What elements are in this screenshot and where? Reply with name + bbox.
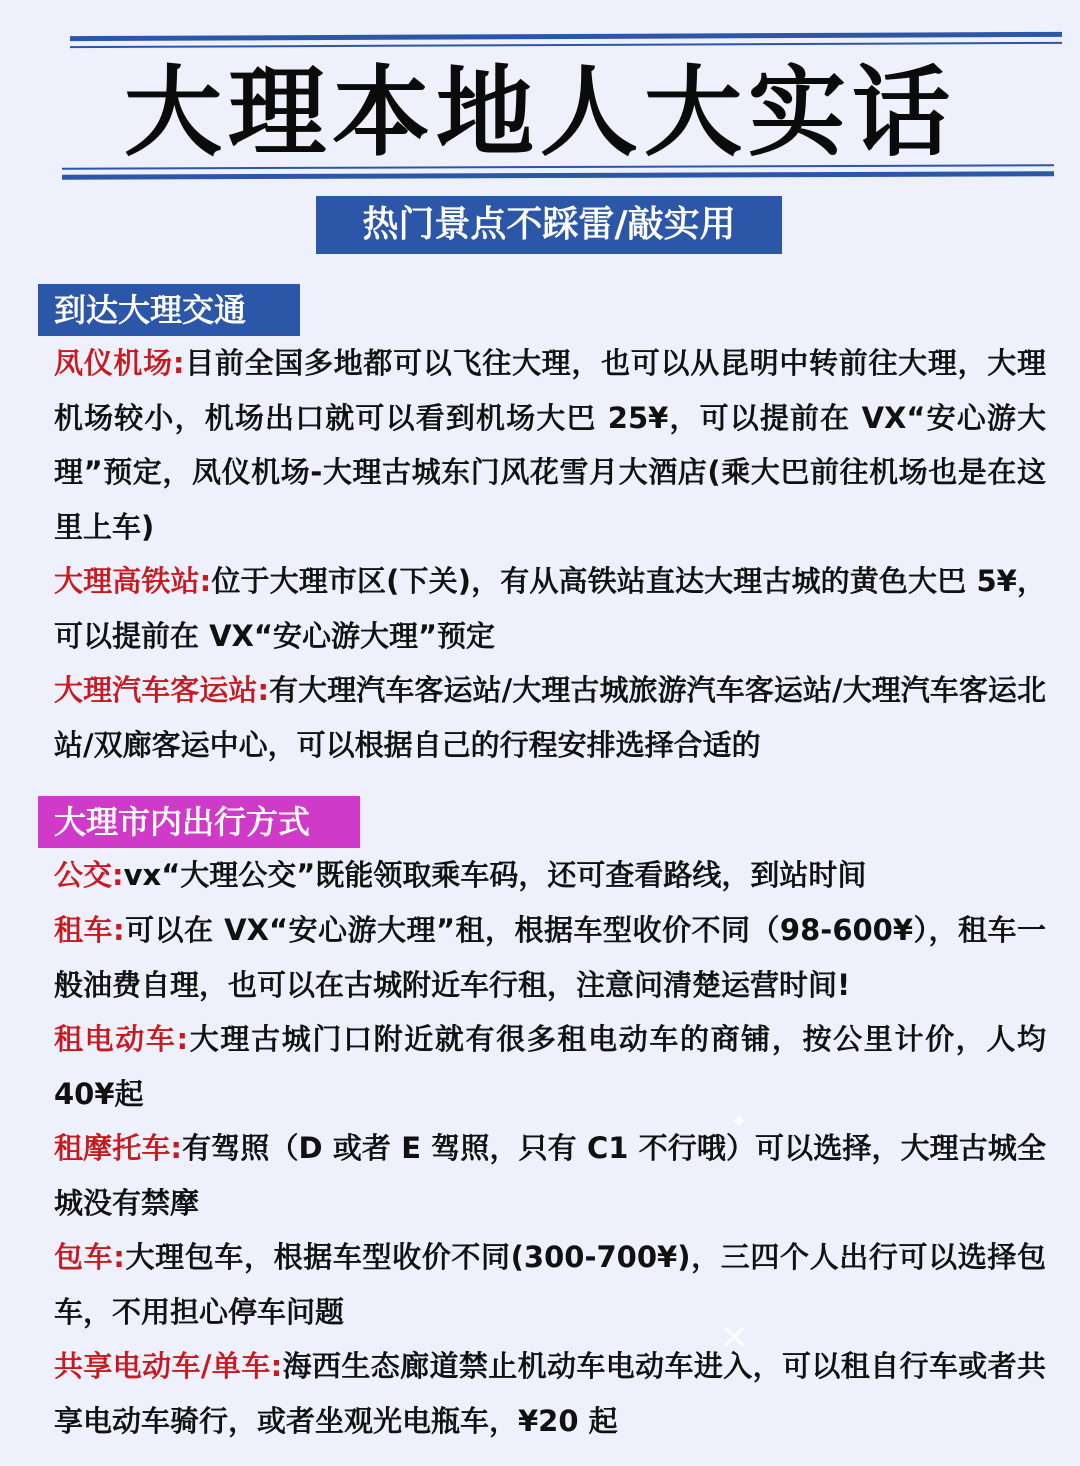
- sparkle-icon: ✕: [720, 1318, 749, 1358]
- entry-text: 可以在 VX“安心游大理”租，根据车型收价不同（98-600¥），租车一般油费自理，也可以在古城附近车行租，注意问清楚运营时间!: [54, 913, 1046, 1002]
- entry-label: 包车:: [54, 1240, 125, 1274]
- entry-car-rental: [54, 903, 1046, 1012]
- entry-label: 共享电动车/单车:: [54, 1349, 283, 1383]
- entry-text: 大理古城门口附近就有很多租电动车的商铺，按公里计价，人均 40¥起: [54, 1022, 1046, 1111]
- entry-charter-car: [54, 1230, 1046, 1339]
- section-title-arrival: 到达大理交通: [38, 284, 300, 336]
- top-rule-thick: [70, 32, 1062, 41]
- entry-text: 大理包车，根据车型收价不同(300-700¥)，三四个人出行可以选择包车，不用担心停车问题: [54, 1240, 1046, 1329]
- entry-motorbike-rental: [54, 1121, 1046, 1230]
- entry-bus-station: [54, 663, 1046, 772]
- entry-label: 租车:: [54, 913, 125, 947]
- entry-label: 公交:: [54, 858, 124, 892]
- entry-label: 凤仪机场:: [54, 346, 185, 380]
- entry-text: 有驾照（D 或者 E 驾照，只有 C1 不行哦）可以选择，大理古城全城没有禁摩: [54, 1131, 1047, 1220]
- entry-label: 租摩托车:: [54, 1131, 183, 1165]
- page-title: 大理本地人大实话: [123, 56, 956, 170]
- entry-text: vx“大理公交”既能领取乘车码，还可查看路线，到站时间: [123, 858, 867, 892]
- entry-text: 有大理汽车客运站/大理古城旅游汽车客运站/大理汽车客运北站/双廊客运中心，可以根据自己的行程安排选择合适的: [54, 673, 1046, 762]
- entry-text: 目前全国多地都可以飞往大理，也可以从昆明中转前往大理，大理机场较小，机场出口就可以看到机场大巴 25¥，可以提前在 VX“安心游大理”预定，凤仪机场-大理古城东门风花雪月大酒店(乘大巴前往机场也是在这里上车): [54, 346, 1046, 544]
- entry-text: 位于大理市区(下关)，有从高铁站直达大理古城的黄色大巴 5¥，可以提前在 VX“安心游大理”预定: [54, 564, 1046, 653]
- section-title-city-transport: 大理市内出行方式: [38, 796, 360, 848]
- entry-bus: [54, 848, 1046, 903]
- sparkle-icon: ✦: [730, 1110, 749, 1135]
- entry-label: 大理汽车客运站:: [54, 673, 270, 707]
- entry-shared-bike: [54, 1339, 1046, 1448]
- bottom-rule-thick: [62, 171, 1054, 179]
- page-subtitle: 热门景点不踩雷/敲实用: [316, 196, 782, 254]
- entry-fengyi-airport: [54, 336, 1046, 554]
- entry-dali-railway: [54, 554, 1046, 663]
- top-rule-thin: [70, 42, 1062, 48]
- entry-ebike-rental: [54, 1012, 1046, 1121]
- entry-text: 海西生态廊道禁止机动车电动车进入，可以租自行车或者共享电动车骑行，或者坐观光电瓶车，¥20 起: [54, 1349, 1046, 1438]
- entry-label: 大理高铁站:: [54, 564, 212, 598]
- entry-label: 租电动车:: [54, 1022, 189, 1056]
